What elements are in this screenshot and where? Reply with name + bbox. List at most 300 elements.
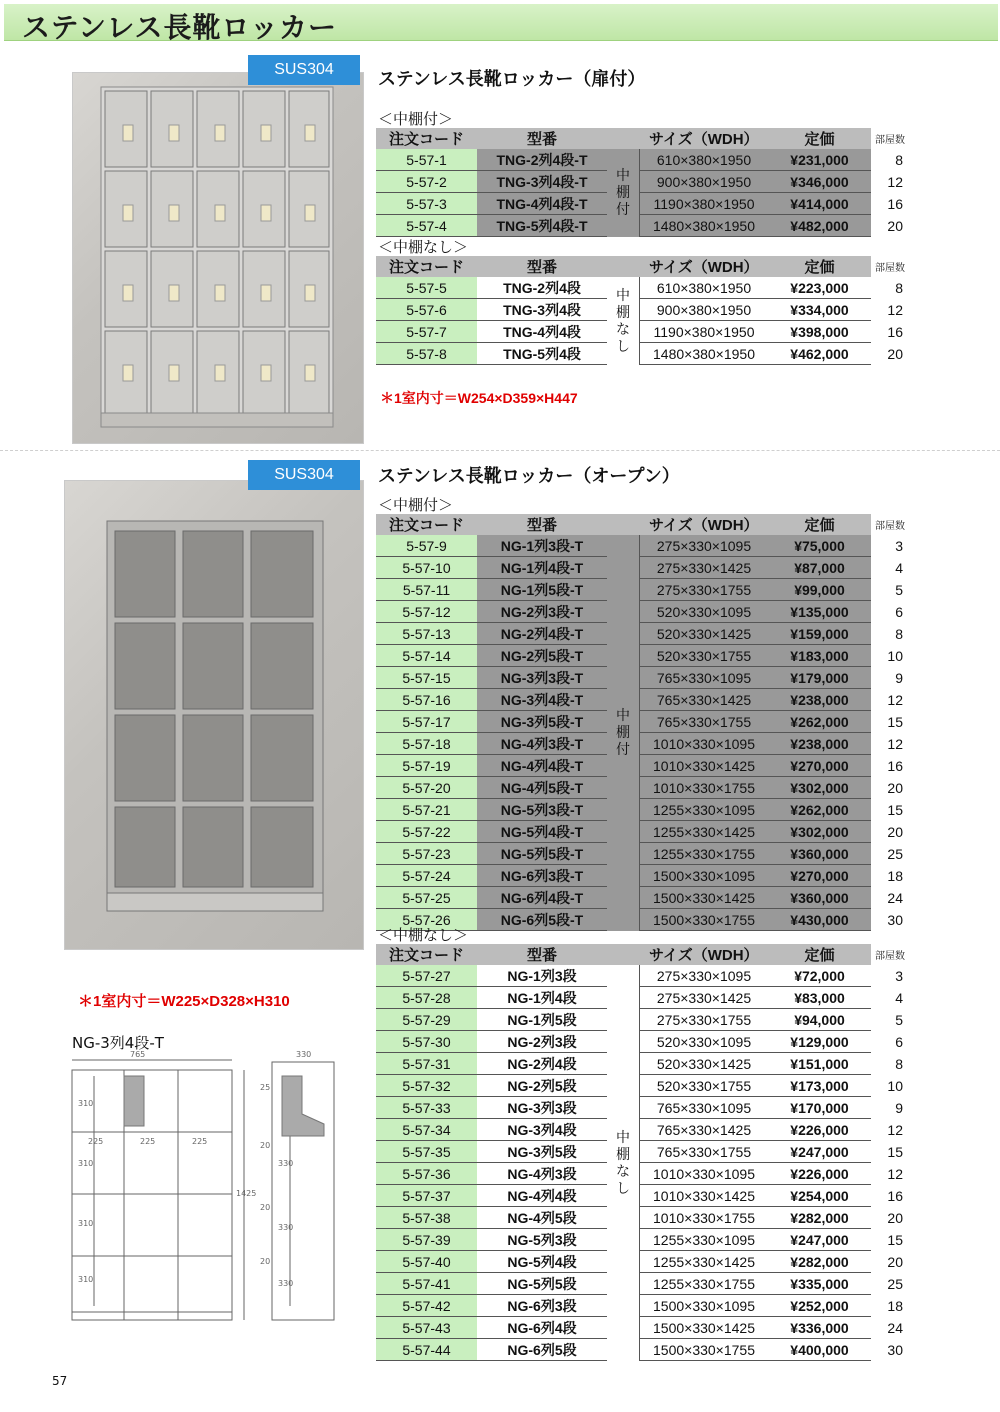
header-price: 定価 [768, 514, 871, 535]
room-count: 5 [895, 1011, 903, 1028]
room-count: 16 [887, 757, 903, 774]
size-wdh: 1010×330×1095 [640, 1163, 769, 1185]
section2-without-shelf-label: ＜中棚なし＞ [378, 926, 469, 944]
table-row [376, 1339, 905, 1361]
header-rooms: 部屋数 [871, 944, 905, 965]
dim-side-1: 330 [278, 1159, 294, 1168]
room-count: 9 [895, 669, 903, 686]
boot-icon [124, 1076, 144, 1126]
table-row [376, 343, 905, 365]
order-code: 5-57-42 [376, 1295, 477, 1317]
list-price: ¥99,000 [768, 579, 871, 601]
size-wdh: 1010×330×1755 [640, 777, 769, 799]
room-count: 24 [887, 889, 903, 906]
dim-depth-text: 330 [296, 1050, 312, 1059]
dim-side-2: 330 [278, 1223, 294, 1232]
room-count: 16 [887, 195, 903, 212]
room-count: 8 [895, 151, 903, 168]
room-count: 30 [887, 911, 903, 928]
table-row [376, 215, 905, 237]
dim-gap-3: 20 [260, 1203, 271, 1212]
door-locker-table-with-shelf [376, 128, 905, 237]
model-number: NG-5列5段 [477, 1273, 607, 1295]
table-row [376, 1053, 905, 1075]
list-price: ¥170,000 [768, 1097, 871, 1119]
size-wdh: 520×330×1095 [640, 1031, 769, 1053]
size-wdh: 275×330×1755 [640, 1009, 769, 1031]
model-number: NG-4列5段 [477, 1207, 607, 1229]
door-locker-illustration [73, 73, 363, 443]
order-code: 5-57-25 [376, 887, 477, 909]
order-code: 5-57-27 [376, 965, 477, 987]
list-price: ¥334,000 [768, 299, 871, 321]
model-number: NG-4列4段 [477, 1185, 607, 1207]
order-code: 5-57-35 [376, 1141, 477, 1163]
dim-room-4: 310 [78, 1275, 94, 1284]
list-price: ¥414,000 [768, 193, 871, 215]
header-model: 型番 [477, 128, 607, 149]
room-count: 8 [895, 625, 903, 642]
size-wdh: 520×330×1755 [640, 1075, 769, 1097]
table-row [376, 1097, 905, 1119]
header-size: サイズ（WDH） [640, 514, 769, 535]
order-code: 5-57-12 [376, 601, 477, 623]
table-row [376, 557, 905, 579]
size-wdh: 520×330×1095 [640, 601, 769, 623]
size-wdh: 765×330×1095 [640, 1097, 769, 1119]
table-header [376, 514, 905, 535]
header-size: サイズ（WDH） [640, 944, 769, 965]
order-code: 5-57-7 [376, 321, 477, 343]
list-price: ¥226,000 [768, 1119, 871, 1141]
model-number: NG-3列4段 [477, 1119, 607, 1141]
size-wdh: 1255×330×1755 [640, 1273, 769, 1295]
section1-title: ステンレス長靴ロッカー（扉付） [378, 69, 646, 90]
header-model: 型番 [477, 514, 607, 535]
table-row [376, 965, 905, 987]
table-row [376, 1273, 905, 1295]
order-code: 5-57-44 [376, 1339, 477, 1361]
size-wdh: 1500×330×1425 [640, 1317, 769, 1339]
section1-with-shelf-label: ＜中棚付＞ [378, 110, 454, 128]
material-badge-2: SUS304 [248, 460, 360, 490]
list-price: ¥430,000 [768, 909, 871, 931]
shelf-type-label: 中 棚 な し [616, 286, 630, 354]
table-row [376, 799, 905, 821]
list-price: ¥151,000 [768, 1053, 871, 1075]
model-number: NG-1列3段-T [477, 535, 607, 557]
header-code: 注文コード [376, 128, 477, 149]
order-code: 5-57-11 [376, 579, 477, 601]
list-price: ¥360,000 [768, 843, 871, 865]
table-row [376, 171, 905, 193]
list-price: ¥360,000 [768, 887, 871, 909]
table-row [376, 1009, 905, 1031]
page-banner [4, 4, 998, 44]
order-code: 5-57-38 [376, 1207, 477, 1229]
order-code: 5-57-16 [376, 689, 477, 711]
table-header [376, 256, 905, 277]
section2-title: ステンレス長靴ロッカー（オープン） [378, 466, 680, 487]
room-count: 25 [887, 1275, 903, 1292]
model-number: NG-2列5段-T [477, 645, 607, 667]
order-code: 5-57-34 [376, 1119, 477, 1141]
table-row [376, 843, 905, 865]
size-wdh: 275×330×1425 [640, 557, 769, 579]
room-count: 25 [887, 845, 903, 862]
model-number: NG-1列5段-T [477, 579, 607, 601]
dim-room-2: 310 [78, 1159, 94, 1168]
size-wdh: 520×330×1755 [640, 645, 769, 667]
model-number: NG-3列3段 [477, 1097, 607, 1119]
dim-col-1: 225 [88, 1137, 104, 1146]
list-price: ¥302,000 [768, 777, 871, 799]
order-code: 5-57-8 [376, 343, 477, 365]
table-row [376, 623, 905, 645]
list-price: ¥270,000 [768, 755, 871, 777]
table-row [376, 1141, 905, 1163]
shelf-type-label: 中 棚 付 [607, 535, 640, 931]
model-number: TNG-4列4段-T [477, 193, 607, 215]
room-count: 8 [895, 1055, 903, 1072]
drawing-model-label: NG-3列4段-T [72, 1034, 164, 1052]
size-wdh: 765×330×1425 [640, 689, 769, 711]
list-price: ¥254,000 [768, 1185, 871, 1207]
model-number: NG-3列5段-T [477, 711, 607, 733]
size-wdh: 765×330×1755 [640, 711, 769, 733]
model-number: NG-4列3段-T [477, 733, 607, 755]
order-code: 5-57-20 [376, 777, 477, 799]
size-wdh: 1500×330×1755 [640, 909, 769, 931]
table-header [376, 128, 905, 149]
list-price: ¥262,000 [768, 799, 871, 821]
order-code: 5-57-22 [376, 821, 477, 843]
dim-room-1: 310 [78, 1099, 94, 1108]
order-code: 5-57-33 [376, 1097, 477, 1119]
list-price: ¥247,000 [768, 1141, 871, 1163]
header-size: サイズ（WDH） [640, 256, 769, 277]
header-blank [607, 514, 640, 535]
dim-col-3: 225 [192, 1137, 208, 1146]
size-wdh: 1500×330×1425 [640, 887, 769, 909]
list-price: ¥75,000 [768, 535, 871, 557]
room-count: 15 [887, 1231, 903, 1248]
size-wdh: 765×330×1425 [640, 1119, 769, 1141]
model-number: NG-5列3段-T [477, 799, 607, 821]
order-code: 5-57-28 [376, 987, 477, 1009]
header-model: 型番 [477, 256, 607, 277]
model-number: NG-1列3段 [477, 965, 607, 987]
shelf-type-label: 中 棚 付 [607, 149, 640, 237]
size-wdh: 765×330×1755 [640, 1141, 769, 1163]
order-code: 5-57-40 [376, 1251, 477, 1273]
table-header [376, 944, 905, 965]
table-row [376, 1229, 905, 1251]
list-price: ¥183,000 [768, 645, 871, 667]
table-row [376, 321, 905, 343]
room-count: 20 [887, 345, 903, 362]
room-count: 10 [887, 647, 903, 664]
size-wdh: 275×330×1095 [640, 535, 769, 557]
size-wdh: 610×380×1950 [640, 277, 769, 299]
order-code: 5-57-36 [376, 1163, 477, 1185]
list-price: ¥335,000 [768, 1273, 871, 1295]
model-number: NG-4列4段-T [477, 755, 607, 777]
order-code: 5-57-15 [376, 667, 477, 689]
order-code: 5-57-6 [376, 299, 477, 321]
room-count: 4 [895, 559, 903, 576]
list-price: ¥398,000 [768, 321, 871, 343]
header-price: 定価 [768, 944, 871, 965]
model-number: TNG-5列4段 [477, 343, 607, 365]
room-count: 15 [887, 1143, 903, 1160]
model-number: NG-6列3段-T [477, 865, 607, 887]
size-wdh: 900×380×1950 [640, 171, 769, 193]
room-count: 12 [887, 691, 903, 708]
model-number: TNG-2列4段-T [477, 149, 607, 171]
table-row [376, 1075, 905, 1097]
size-wdh: 1255×330×1095 [640, 1229, 769, 1251]
size-wdh: 1255×330×1425 [640, 821, 769, 843]
table-row [376, 277, 905, 299]
order-code: 5-57-39 [376, 1229, 477, 1251]
model-number: TNG-3列4段 [477, 299, 607, 321]
order-code: 5-57-2 [376, 171, 477, 193]
room-count: 20 [887, 1253, 903, 1270]
size-wdh: 1190×380×1950 [640, 321, 769, 343]
order-code: 5-57-3 [376, 193, 477, 215]
table-row [376, 689, 905, 711]
size-wdh: 1010×330×1425 [640, 755, 769, 777]
list-price: ¥270,000 [768, 865, 871, 887]
banner-title: ステンレス長靴ロッカー [22, 11, 337, 44]
table-row [376, 1163, 905, 1185]
dim-side-3: 330 [278, 1279, 294, 1288]
list-price: ¥72,000 [768, 965, 871, 987]
header-price: 定価 [768, 128, 871, 149]
size-wdh: 275×330×1095 [640, 965, 769, 987]
order-code: 5-57-30 [376, 1031, 477, 1053]
model-number: NG-2列3段 [477, 1031, 607, 1053]
room-count: 12 [887, 1121, 903, 1138]
table-row [376, 149, 905, 171]
size-wdh: 1190×380×1950 [640, 193, 769, 215]
model-number: NG-2列4段 [477, 1053, 607, 1075]
table-row [376, 1207, 905, 1229]
order-code: 5-57-19 [376, 755, 477, 777]
model-number: NG-5列4段-T [477, 821, 607, 843]
size-wdh: 520×330×1425 [640, 1053, 769, 1075]
list-price: ¥231,000 [768, 149, 871, 171]
room-count: 8 [895, 279, 903, 296]
dim-gap-2: 20 [260, 1141, 271, 1150]
order-code: 5-57-13 [376, 623, 477, 645]
table-row [376, 1185, 905, 1207]
open-locker-illustration [65, 481, 363, 949]
model-number: NG-2列3段-T [477, 601, 607, 623]
model-number: NG-6列4段-T [477, 887, 607, 909]
list-price: ¥173,000 [768, 1075, 871, 1097]
list-price: ¥462,000 [768, 343, 871, 365]
model-number: NG-3列5段 [477, 1141, 607, 1163]
list-price: ¥247,000 [768, 1229, 871, 1251]
list-price: ¥226,000 [768, 1163, 871, 1185]
list-price: ¥482,000 [768, 215, 871, 237]
room-count: 12 [887, 735, 903, 752]
section2-note: ＊1室内寸＝W225×D328×H310 [78, 993, 290, 1010]
section-divider [0, 450, 1000, 451]
model-number: TNG-5列4段-T [477, 215, 607, 237]
order-code: 5-57-17 [376, 711, 477, 733]
room-count: 20 [887, 823, 903, 840]
dim-height-text: 1425 [236, 1189, 257, 1198]
size-wdh: 1010×330×1425 [640, 1185, 769, 1207]
room-count: 24 [887, 1319, 903, 1336]
table-row [376, 733, 905, 755]
table-row [376, 1317, 905, 1339]
page-number: 57 [52, 1374, 68, 1388]
model-number: TNG-4列4段 [477, 321, 607, 343]
room-count: 16 [887, 1187, 903, 1204]
open-locker-table-without-shelf [376, 944, 905, 1361]
order-code: 5-57-31 [376, 1053, 477, 1075]
room-count: 9 [895, 1099, 903, 1116]
model-number: NG-6列4段 [477, 1317, 607, 1339]
size-wdh: 1500×330×1755 [640, 1339, 769, 1361]
room-count: 30 [887, 1341, 903, 1358]
room-count: 18 [887, 1297, 903, 1314]
header-rooms: 部屋数 [871, 128, 905, 149]
list-price: ¥129,000 [768, 1031, 871, 1053]
room-count: 6 [895, 603, 903, 620]
dim-room-3: 310 [78, 1219, 94, 1228]
header-blank [607, 128, 640, 149]
room-count: 5 [895, 581, 903, 598]
list-price: ¥346,000 [768, 171, 871, 193]
list-price: ¥400,000 [768, 1339, 871, 1361]
table-row [376, 987, 905, 1009]
model-number: TNG-2列4段 [477, 277, 607, 299]
dim-gap-1: 25 [260, 1083, 271, 1092]
boot-side-icon [282, 1076, 324, 1136]
list-price: ¥159,000 [768, 623, 871, 645]
room-count: 20 [887, 1209, 903, 1226]
table-row [376, 711, 905, 733]
model-number: NG-2列4段-T [477, 623, 607, 645]
order-code: 5-57-43 [376, 1317, 477, 1339]
size-wdh: 1255×330×1755 [640, 843, 769, 865]
room-count: 20 [887, 779, 903, 796]
room-count: 20 [887, 217, 903, 234]
list-price: ¥336,000 [768, 1317, 871, 1339]
header-rooms: 部屋数 [871, 256, 905, 277]
table-row [376, 887, 905, 909]
list-price: ¥262,000 [768, 711, 871, 733]
order-code: 5-57-5 [376, 277, 477, 299]
size-wdh: 1255×330×1095 [640, 799, 769, 821]
table-row [376, 865, 905, 887]
room-count: 12 [887, 173, 903, 190]
model-number: NG-2列5段 [477, 1075, 607, 1097]
order-code: 5-57-1 [376, 149, 477, 171]
dim-width-text: 765 [130, 1050, 146, 1059]
table-row [376, 601, 905, 623]
size-wdh: 1500×330×1095 [640, 865, 769, 887]
open-locker-photo [64, 480, 364, 950]
table-row [376, 1251, 905, 1273]
header-size: サイズ（WDH） [640, 128, 769, 149]
size-wdh: 275×330×1755 [640, 579, 769, 601]
section2-with-shelf-label: ＜中棚付＞ [378, 496, 454, 514]
model-number: TNG-3列4段-T [477, 171, 607, 193]
table-row [376, 193, 905, 215]
size-wdh: 1480×380×1950 [640, 343, 769, 365]
header-price: 定価 [768, 256, 871, 277]
model-number: NG-1列4段-T [477, 557, 607, 579]
room-count: 18 [887, 867, 903, 884]
model-number: NG-4列5段-T [477, 777, 607, 799]
header-blank [607, 256, 640, 277]
size-wdh: 610×380×1950 [640, 149, 769, 171]
list-price: ¥94,000 [768, 1009, 871, 1031]
list-price: ¥179,000 [768, 667, 871, 689]
section1-note: ＊1室内寸＝W254×D359×H447 [380, 390, 578, 406]
list-price: ¥252,000 [768, 1295, 871, 1317]
room-count: 6 [895, 1033, 903, 1050]
model-number: NG-4列3段 [477, 1163, 607, 1185]
order-code: 5-57-41 [376, 1273, 477, 1295]
table-row [376, 1031, 905, 1053]
size-wdh: 1010×330×1755 [640, 1207, 769, 1229]
order-code: 5-57-29 [376, 1009, 477, 1031]
room-count: 4 [895, 989, 903, 1006]
door-locker-photo [72, 72, 364, 444]
size-wdh: 1480×380×1950 [640, 215, 769, 237]
table-row [376, 777, 905, 799]
size-wdh: 765×330×1095 [640, 667, 769, 689]
table-row [376, 645, 905, 667]
header-code: 注文コード [376, 514, 477, 535]
room-count: 12 [887, 301, 903, 318]
list-price: ¥238,000 [768, 689, 871, 711]
order-code: 5-57-4 [376, 215, 477, 237]
header-blank [607, 944, 640, 965]
list-price: ¥302,000 [768, 821, 871, 843]
order-code: 5-57-9 [376, 535, 477, 557]
model-number: NG-5列3段 [477, 1229, 607, 1251]
room-count: 3 [895, 537, 903, 554]
order-code: 5-57-32 [376, 1075, 477, 1097]
room-count: 3 [895, 967, 903, 984]
table-row [376, 579, 905, 601]
room-count: 15 [887, 713, 903, 730]
list-price: ¥87,000 [768, 557, 871, 579]
order-code: 5-57-37 [376, 1185, 477, 1207]
model-number: NG-3列3段-T [477, 667, 607, 689]
order-code: 5-57-23 [376, 843, 477, 865]
table-row [376, 1119, 905, 1141]
list-price: ¥282,000 [768, 1207, 871, 1229]
list-price: ¥282,000 [768, 1251, 871, 1273]
shelf-type-label: 中 棚 な し [616, 1128, 630, 1196]
table-row [376, 667, 905, 689]
material-badge: SUS304 [248, 55, 360, 85]
dimension-drawing [64, 1046, 354, 1336]
model-number: NG-1列4段 [477, 987, 607, 1009]
model-number: NG-6列3段 [477, 1295, 607, 1317]
dim-col-2: 225 [140, 1137, 156, 1146]
size-wdh: 1500×330×1095 [640, 1295, 769, 1317]
